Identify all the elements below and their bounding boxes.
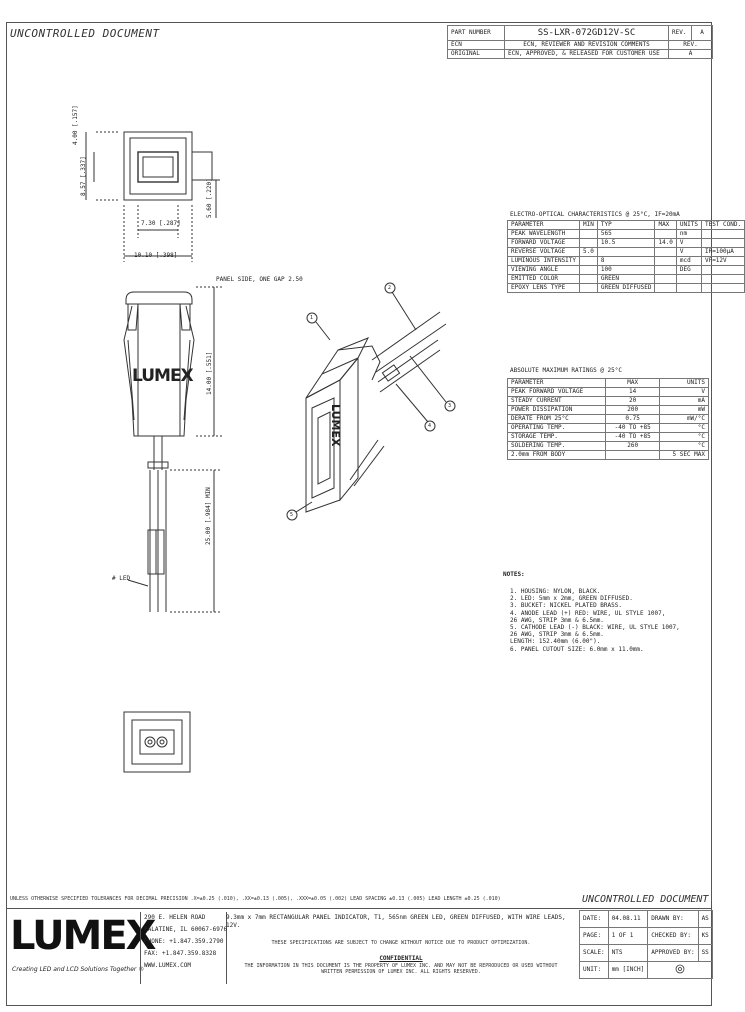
callout-2: 2: [388, 285, 392, 291]
cell: 8: [597, 257, 655, 266]
cell: [701, 239, 744, 248]
table-row: [508, 257, 745, 266]
address-line: FAX: +1.847.359.8328: [144, 950, 217, 957]
page-value: 1 OF 1: [608, 928, 648, 945]
drawn-label: DRAWN BY:: [648, 911, 698, 928]
dim-lead-length: 25.00 [.984] MIN: [205, 487, 212, 545]
table-row: [508, 275, 745, 284]
table-row: [508, 388, 709, 397]
checked-label: CHECKED BY:: [648, 928, 698, 945]
cell: [655, 266, 676, 275]
lumex-logo: LUMEX: [10, 913, 155, 959]
cell: 565: [597, 230, 655, 239]
watermark-bottom: UNCONTROLLED DOCUMENT: [582, 894, 709, 905]
note-line: 1. HOUSING: NYLON, BLACK.: [510, 588, 601, 595]
cell: -40 TO +85: [606, 433, 660, 442]
scale-label: SCALE:: [580, 945, 609, 962]
cell: [580, 275, 598, 284]
note-line: 5. CATHODE LEAD (-) BLACK: WIRE, UL STYLE 1007,: [510, 624, 680, 632]
dim-h3: 5.60 [.220]: [206, 178, 213, 218]
abs-h2: UNITS: [659, 379, 708, 388]
top-view-outline: [124, 132, 192, 200]
cell: mA: [659, 397, 708, 406]
dim-h2: 8.57 [.337]: [80, 156, 87, 196]
signoff-table: [579, 910, 713, 979]
cell: [655, 257, 676, 266]
elec-h2: TYP: [597, 221, 655, 230]
table-row: [508, 451, 709, 460]
table-row: [508, 433, 709, 442]
cell: 14: [606, 388, 660, 397]
cell: [655, 275, 676, 284]
part-description: 9.3mm x 7mm RECTANGULAR PANEL INDICATOR, T1, 565nm GREEN LED, GREEN DIFFUSED, WITH WIRE LEADS, 12V.: [226, 914, 566, 929]
approved-label: APPROVED BY:: [648, 945, 698, 962]
table-row: [508, 442, 709, 451]
address-line: 290 E. HELEN ROAD: [144, 914, 206, 921]
cell: FORWARD VOLTAGE: [508, 239, 580, 248]
note-line: LENGTH: 152.40mm (6.00").: [510, 638, 601, 646]
cell: PEAK FORWARD VOLTAGE: [508, 388, 606, 397]
ecn-rev-header: REV.: [669, 41, 713, 50]
callout-3: 3: [448, 403, 452, 409]
elec-h1: MIN: [580, 221, 598, 230]
cell: [606, 451, 660, 460]
notes-title: NOTES:: [503, 571, 525, 578]
table-row: [508, 284, 745, 293]
cell: [580, 284, 598, 293]
cell: [701, 284, 744, 293]
rev-label: REV.: [669, 26, 692, 41]
cell: IR=100μA: [701, 248, 744, 257]
cell: GREEN: [597, 275, 655, 284]
cell: 200: [606, 406, 660, 415]
cell: mW/°C: [659, 415, 708, 424]
table-row: [508, 406, 709, 415]
drawn-value: AS: [698, 911, 712, 928]
address-line: PHONE: +1.847.359.2790: [144, 938, 224, 945]
abs-h1: MAX: [606, 379, 660, 388]
table-row: [508, 415, 709, 424]
disclaimer-1: THESE SPECIFICATIONS ARE SUBJECT TO CHANGE WITHOUT NOTICE DUE TO PRODUCT OPTIMIZATION.: [271, 940, 531, 946]
note-line: 6. PANEL CUTOUT SIZE: 6.0mm x 11.0mm.: [510, 645, 644, 653]
cell: [701, 266, 744, 275]
dim-h1: 4.00 [.157]: [72, 105, 79, 145]
cell: 100: [597, 266, 655, 275]
cell: 2.0mm FROM BODY: [508, 451, 606, 460]
approved-value: SS: [698, 945, 712, 962]
address-line: PALATINE, IL 60067-6976: [144, 926, 228, 933]
cell: VF=12V: [701, 257, 744, 266]
dim-w2: 10.10 [.398]: [134, 252, 178, 259]
cell: 20: [606, 397, 660, 406]
cell: °C: [659, 433, 708, 442]
elec-table: [507, 220, 745, 293]
cell: STEADY CURRENT: [508, 397, 606, 406]
scale-value: NTS: [608, 945, 648, 962]
note-line: 3. BUCKET: NICKEL PLATED BRASS.: [510, 602, 622, 610]
abs-table: [507, 378, 709, 460]
cell: [655, 284, 676, 293]
tolerance-line: UNLESS OTHERWISE SPECIFIED TOLERANCES FOR DECIMAL PRECISION .X=±0.25 (.010), .XX=±0.13 (.005), .XXX=±0.05 (.002) LEAD SPACING ±0.13 (.005) LEAD LENGTH ±0.25 (.010): [10, 896, 501, 902]
cell: V: [659, 388, 708, 397]
cell: POWER DISSIPATION: [508, 406, 606, 415]
part-number-value: SS-LXR-072GD12V-SC: [505, 26, 669, 41]
disclaimer-2: THE INFORMATION IN THIS DOCUMENT IS THE PROPERTY OF LUMEX INC. AND MAY NOT BE REPRODUCED OR USED WITHOUT: [244, 963, 558, 969]
abs-table-title: ABSOLUTE MAXIMUM RATINGS @ 25°C: [510, 367, 622, 374]
cell: 260: [606, 442, 660, 451]
note-line: 26 AWG, STRIP 3mm & 6.5mm.: [510, 616, 604, 624]
iso-brand-mark: LUMEX: [329, 404, 342, 447]
elec-h4: UNITS: [676, 221, 701, 230]
watermark-top: UNCONTROLLED DOCUMENT: [10, 27, 160, 40]
cell: [676, 284, 701, 293]
table-row: [508, 248, 745, 257]
cell: 5 SEC MAX: [659, 451, 708, 460]
cell: 5.0: [580, 248, 598, 257]
table-row: [508, 266, 745, 275]
cell: nm: [676, 230, 701, 239]
cell: V: [676, 248, 701, 257]
elec-h0: PARAMETER: [508, 221, 580, 230]
elec-table-title: ELECTRO-OPTICAL CHARACTERISTICS @ 25°C, IF=20mA: [510, 211, 680, 218]
projection-symbol-cell: [648, 962, 713, 979]
dim-w1: 7.30 [.287]: [141, 220, 181, 227]
cell: [580, 266, 598, 275]
ecn-label: ECN: [448, 41, 505, 50]
table-row: [508, 230, 745, 239]
cell: [701, 275, 744, 284]
address-block: [140, 912, 227, 984]
abs-h0: PARAMETER: [508, 379, 606, 388]
note-line: 26 AWG, STRIP 3mm & 6.5mm.: [510, 631, 604, 639]
part-number-label: PART NUMBER: [448, 26, 505, 41]
cell: [701, 230, 744, 239]
callout-5: 5: [290, 512, 294, 518]
unit-value: mm [INCH]: [608, 962, 648, 979]
cell: [580, 257, 598, 266]
ecn-row-text: ECN, APPROVED, & RELEASED FOR CUSTOMER USE: [505, 50, 669, 59]
cell: OPERATING TEMP.: [508, 424, 606, 433]
disclaimer-block: [226, 940, 576, 975]
unit-label: UNIT:: [580, 962, 609, 979]
cell: °C: [659, 442, 708, 451]
callout-1: 1: [310, 315, 314, 321]
dim-body-height: 14.00 [.551]: [206, 351, 213, 395]
ecn-row-rev: A: [669, 50, 713, 59]
projection-icon: [673, 964, 687, 974]
cell: EMITTED COLOR: [508, 275, 580, 284]
cell: SOLDERING TEMP.: [508, 442, 606, 451]
ecn-comment-header: ECN, REVIEWER AND REVISION COMMENTS: [505, 41, 669, 50]
table-row: [508, 239, 745, 248]
cell: PEAK WAVELENGTH: [508, 230, 580, 239]
callout-4: 4: [428, 423, 432, 429]
rev-value: A: [692, 26, 713, 41]
cell: LUMINOUS INTENSITY: [508, 257, 580, 266]
cell: [655, 230, 676, 239]
note-line: 4. ANODE LEAD (+) RED: WIRE, UL STYLE 1007,: [510, 609, 666, 617]
note-line: 2. LED: 5mm x 2mm, GREEN DIFFUSED.: [510, 595, 633, 603]
cell: [597, 248, 655, 257]
cell: V: [676, 239, 701, 248]
cell: [676, 275, 701, 284]
date-value: 04.08.11: [608, 911, 648, 928]
table-row: [508, 397, 709, 406]
cell: [655, 248, 676, 257]
side-view-cap: [126, 292, 192, 304]
cell: DERATE FROM 25°C: [508, 415, 606, 424]
elec-h3: MAX: [655, 221, 676, 230]
cell: °C: [659, 424, 708, 433]
cell: 0.75: [606, 415, 660, 424]
checked-value: KS: [698, 928, 712, 945]
cell: [580, 230, 598, 239]
cell: [580, 239, 598, 248]
disclaimer-3: WRITTEN PERMISSION OF LUMEX INC. ALL RIGHTS RESERVED.: [321, 969, 481, 975]
cell: DEG: [676, 266, 701, 275]
page-label: PAGE:: [580, 928, 609, 945]
dim-panel-note: PANEL SIDE, ONE GAP 2.50: [216, 276, 303, 283]
cell: REVERSE VOLTAGE: [508, 248, 580, 257]
cell: GREEN DIFFUSED: [597, 284, 655, 293]
elec-h5: TEST COND.: [701, 221, 744, 230]
cell: 14.0: [655, 239, 676, 248]
confidential-label: CONFIDENTIAL: [379, 955, 423, 962]
led-mark: # LED: [112, 575, 131, 582]
lumex-tagline: Creating LED and LCD Solutions Together ®: [12, 966, 145, 973]
ecn-row-id: ORIGINAL: [448, 50, 505, 59]
body-brand-mark: LUMEX: [132, 366, 193, 386]
cell: mW: [659, 406, 708, 415]
cell: 10.5: [597, 239, 655, 248]
date-label: DATE:: [580, 911, 609, 928]
cell: STORAGE TEMP.: [508, 433, 606, 442]
address-line: WWW.LUMEX.COM: [144, 962, 191, 969]
table-row: [508, 424, 709, 433]
cell: VIEWING ANGLE: [508, 266, 580, 275]
notes-list: [510, 588, 680, 653]
cell: -40 TO +85: [606, 424, 660, 433]
cell: mcd: [676, 257, 701, 266]
cell: EPOXY LENS TYPE: [508, 284, 580, 293]
